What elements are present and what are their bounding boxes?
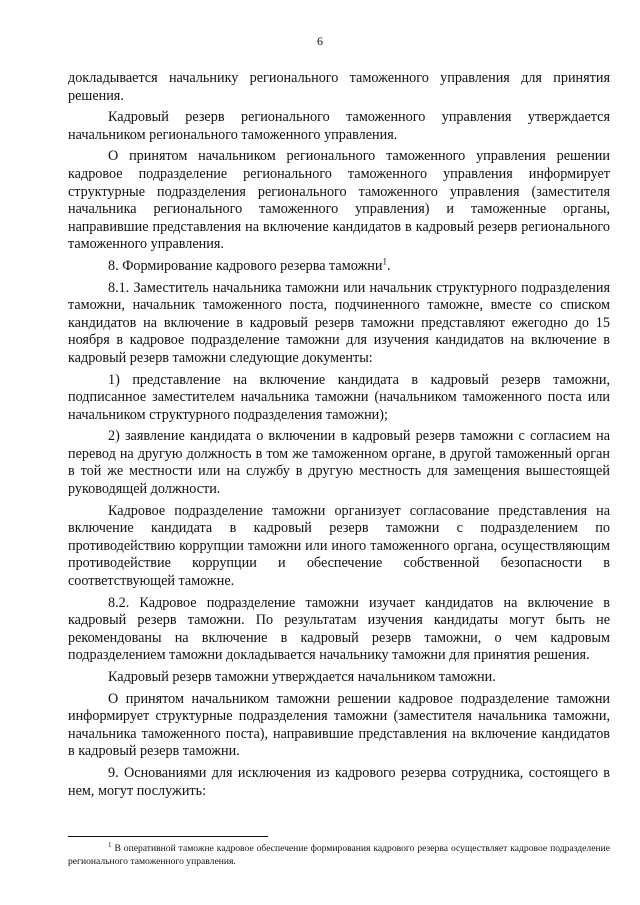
paragraph: Кадровый резерв регионального таможенного управления утверждается начальником регионального таможенного управления. (68, 109, 610, 143)
footnote-reference: 1 (382, 256, 387, 267)
list-item: 2) заявление кандидата о включении в кадровый резерв таможни с согласием на перевод на другую должность в том же таможенном органе, в другой таможенный орган в той же местности или на службу в другую местность для замещения вышестоящей руководящей должности. (68, 428, 610, 498)
paragraph: 8.2. Кадровое подразделение таможни изучает кандидатов на включение в кадровый резерв таможни. По результатам изучения кандидаты могут быть не рекомендованы на включение в кадровый резерв таможни, о чем кадровым подразделением таможни докладывается начальнику таможни для принятия решения. (68, 594, 610, 664)
section-heading-8: 8. Формирование кадрового резерва таможни$^1$. (108, 256, 391, 274)
paragraph: 9. Основаниями для исключения из кадрового резерва сотрудника, состоящего в нем, могут послужить: (68, 764, 610, 799)
page-number: 6 (317, 34, 323, 48)
paragraph: Кадровое подразделение таможни организует согласование представления на включение кандидата в кадровый резерв таможни с подразделением по противодействию коррупции таможни или иного таможенного органа, осуществляющим противодействие коррупции и обеспечение собственной безопасности в соответствующей таможне. (68, 502, 610, 590)
paragraph: О принятом начальником регионального таможенного управления решении кадровое подразделение регионального таможенного управления информирует структурные подразделения регионального таможенного управления (заместителя начальника регионального таможенного управления) и таможенные органы, направившие представления на включение кандидатов в кадровый резерв регионального таможенного управления. (68, 148, 610, 253)
footnote-marker: 1 (108, 840, 112, 849)
footnote (68, 842, 610, 868)
paragraph: О принятом начальником таможни решении кадровое подразделение таможни информирует структурные подразделения таможни (заместителя начальника таможни, начальника таможенного поста), направившие представления на включение кандидатов в кадровый резерв таможни. (68, 690, 610, 760)
list-item: 1) представление на включение кандидата в кадровый резерв таможни, подписанное заместителем начальника таможни (начальником таможенного поста или начальником структурного подразделения таможни); (68, 371, 610, 423)
footnote-separator (68, 836, 268, 837)
paragraph-continuation: докладывается начальнику регионального таможенного управления для принятия решения. (68, 70, 610, 104)
paragraph: Кадровый резерв таможни утверждается начальником таможни. (108, 669, 496, 685)
section-heading-text: 8. Формирование кадрового резерва таможни (108, 257, 383, 274)
document-body (68, 70, 610, 804)
paragraph: 8.1. Заместитель начальника таможни или начальник структурного подразделения таможни, начальник таможенного поста, подчиненного таможне, вместе со списком кандидатов на включение в кадровый резерв таможни представляют ежегодно до 15 ноября в кадровое подразделение таможни для изучения кандидатов на включение в кадровый резерв таможни следующие документы: (68, 279, 610, 366)
footnote-text: В оперативной таможне кадровое обеспечение формирования кадрового резерва осуществляет кадровое подразделение регионального таможенного управления. (68, 843, 610, 867)
